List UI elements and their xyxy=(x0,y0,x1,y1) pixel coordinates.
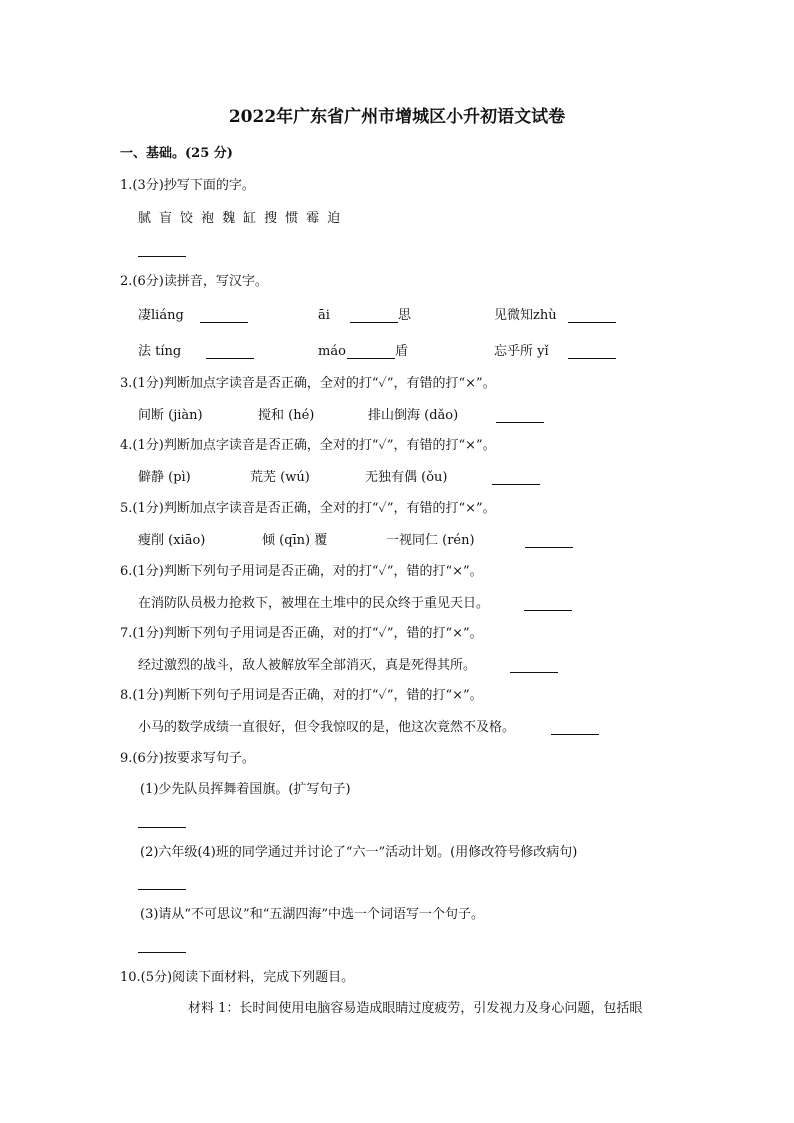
char: 缸 xyxy=(243,211,257,226)
question-3-stem: 3.(1分)判断加点字读音是否正确，全对的打“✓”，有错的打“×”。 xyxy=(120,376,496,391)
pinyin-item: āi xyxy=(318,308,330,323)
answer-blank[interactable] xyxy=(496,422,544,423)
char: 袍 xyxy=(201,211,215,226)
question-1-stem: 1.(3分)抄写下面的字。 xyxy=(120,178,255,193)
answer-blank[interactable] xyxy=(551,734,599,735)
question-10-stem: 10.(5分)阅读下面材料，完成下列题目。 xyxy=(120,970,355,985)
answer-blank[interactable] xyxy=(347,358,395,359)
answer-blank[interactable] xyxy=(200,322,248,323)
page-title: 2022年广东省广州市增城区小升初语文试卷 xyxy=(228,107,566,127)
pinyin-item: 凄liáng xyxy=(138,308,184,323)
question-8-stem: 8.(1分)判断下列句子用词是否正确，对的打“✓”，错的打“×”。 xyxy=(120,688,483,703)
reading-item: 搅和 (hé) xyxy=(258,408,315,423)
section-heading: 一、基础。(25 分) xyxy=(120,146,233,161)
question-8-sentence: 小马的数学成绩一直很好，但令我惊叹的是，他这次竟然不及格。 xyxy=(138,720,516,735)
char: 饺 xyxy=(180,211,194,226)
answer-blank[interactable] xyxy=(138,952,186,953)
answer-blank[interactable] xyxy=(206,358,254,359)
pinyin-item: 忘乎所 yǐ xyxy=(494,344,549,359)
reading-item: 一视同仁 (rén) xyxy=(386,533,475,548)
reading-item: 间断 (jiàn) xyxy=(138,408,203,423)
answer-blank[interactable] xyxy=(138,827,186,828)
question-1-chars xyxy=(138,211,348,227)
reading-item: 排山倒海 (dǎo) xyxy=(368,408,459,423)
answer-blank[interactable] xyxy=(568,322,616,323)
reading-item: 瘦削 (xiāo) xyxy=(138,533,206,548)
reading-item: 僻静 (pì) xyxy=(138,470,191,485)
answer-blank[interactable] xyxy=(492,484,540,485)
question-6-sentence: 在消防队员极力抢救下，被埋在土堆中的民众终于重见天日。 xyxy=(138,596,490,611)
question-7-sentence: 经过激烈的战斗，敌人被解放军全部消灭，真是死得其所。 xyxy=(138,658,477,673)
char: 搜 xyxy=(264,211,278,226)
pinyin-item: 法 tíng xyxy=(138,344,182,359)
char: 腻 xyxy=(138,211,152,226)
question-4-stem: 4.(1分)判断加点字读音是否正确，全对的打“✓”，有错的打“×”。 xyxy=(120,438,496,453)
question-9-stem: 9.(6分)按要求写句子。 xyxy=(120,751,255,766)
question-6-stem: 6.(1分)判断下列句子用词是否正确，对的打“✓”，错的打“×”。 xyxy=(120,564,483,579)
question-7-stem: 7.(1分)判断下列句子用词是否正确，对的打“✓”，错的打“×”。 xyxy=(120,626,483,641)
question-5-stem: 5.(1分)判断加点字读音是否正确，全对的打“✓”，有错的打“×”。 xyxy=(120,501,496,516)
reading-item: 荒芜 (wú) xyxy=(250,470,310,485)
reading-item: 无独有偶 (ǒu) xyxy=(365,470,448,485)
answer-blank[interactable] xyxy=(568,358,616,359)
question-9-sub-3: (3)请从“不可思议”和“五湖四海”中选一个词语写一个句子。 xyxy=(140,907,484,922)
char: 霉 xyxy=(306,211,320,226)
char: 盲 xyxy=(159,211,173,226)
question-9-sub-1: (1)少先队员挥舞着国旗。(扩写句子) xyxy=(140,782,351,797)
answer-blank[interactable] xyxy=(138,256,186,257)
answer-blank[interactable] xyxy=(138,889,186,890)
pinyin-item: máo xyxy=(318,344,346,359)
pinyin-item: 见微知zhù xyxy=(494,308,557,323)
answer-blank[interactable] xyxy=(510,672,558,673)
char: 迫 xyxy=(327,211,341,226)
question-2-stem: 2.(6分)读拼音，写汉字。 xyxy=(120,274,268,289)
pinyin-item-suffix: 思 xyxy=(398,308,412,323)
question-9-sub-2: (2)六年级(4)班的同学通过并讨论了“六一”活动计划。(用修改符号修改病句) xyxy=(140,845,578,860)
char: 魏 xyxy=(222,211,236,226)
answer-blank[interactable] xyxy=(350,322,398,323)
char: 惯 xyxy=(285,211,299,226)
reading-item: 倾 (qīn) 覆 xyxy=(262,533,328,548)
answer-blank[interactable] xyxy=(525,547,573,548)
question-10-material: 材料 1：长时间使用电脑容易造成眼睛过度疲劳，引发视力及身心问题，包括眼 xyxy=(188,1001,643,1016)
pinyin-item-suffix: 盾 xyxy=(395,344,409,359)
answer-blank[interactable] xyxy=(524,610,572,611)
